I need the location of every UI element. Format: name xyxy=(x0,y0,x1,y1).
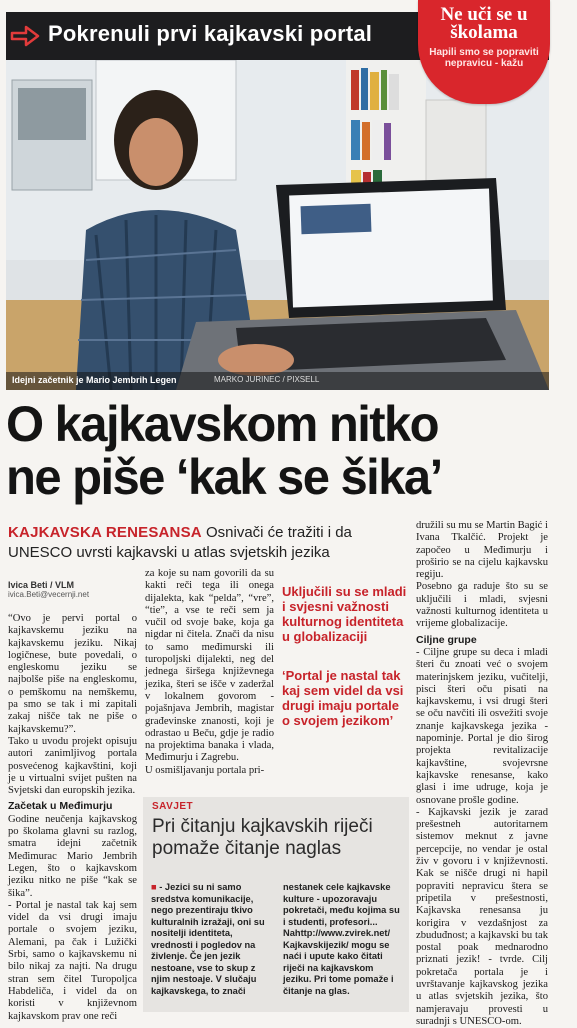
paragraph: - Kajkavski jezik je zarad prešestneh autoritarnem sistemov meknut z javne percepcije, no vendar je ostal živ v govoru i v književnosti. Kak se nišče drugi ni hapil popraviti nepravicu štera se pripetila v prešestnosti, Kajkavska renesansa ju korigira v vezdašnjost za zbuduđnost; a kajkavski bu tak postal poak mednarodno priznati jezik! - tvrde. Cilj pokretača portala je i uvrštavanje kajkavskog jezika u atlas svjetskih jezika, što namjeravaju provesti u suradnji s UNESCO-om. xyxy=(416,806,548,1027)
headline-line-2: ne piše ‘kak se šika’ xyxy=(6,449,442,505)
paragraph: Tako u uvodu projekt opisuju autori zanimljivog portala posvećenog kajkavštini, koji je u virtualni svijet pušten na Svjetski dan europskih jezika. xyxy=(8,735,137,797)
section-title: Pokrenuli prvi kajkavski portal xyxy=(48,21,373,46)
kicker-text: Osnivači će tražiti i da UNESCO uvrsti kajkavski u atlas svjetskih jezika xyxy=(8,524,352,561)
article-photo xyxy=(6,60,549,390)
subheading: Ciljne grupe xyxy=(416,633,477,646)
tip-text: - Jezici su ni samo sredstva komunikacije, nego prezentiraju tkivo kulturalnih izražaji, oni su nositelji identiteta, vrednosti i pogledov na živlenje. Če jen jezik nestoane, vse to skup z njim nestoaje. V slučaju kajkavskega, to znači xyxy=(151,882,265,996)
tip-box xyxy=(143,797,409,1012)
kicker-label: KAJKAVSKA RENESANSA xyxy=(8,524,202,541)
photo-credit: MARKO JURINEC / PIXSELL xyxy=(214,375,320,384)
bullet-icon: ■ xyxy=(151,882,157,892)
badge-text: Hapili smo se popraviti nepravicu - kažu xyxy=(429,47,539,69)
paragraph: - Ciljne grupe su deca i mladi šteri ču znoati već o svojem materinjskem jeziku, vučitelji, pisci šteri oču pisati na kajkavskemu, i vsi drugi šteri se oču navčiti ili osvežiti svoje znanje kajkavskega jezika - napominje. Portal je dio širog projekta revitalizacije kajkavštine, svojevrsne kajkavske renesanse, kako glasi i ime udruge, koja je osnovane prošle godine. xyxy=(416,646,548,806)
tip-column-2: nestanek cele kajkavske kulture - upozoravaju pokretači, među kojima su i studenti, profesori... Nahttp://www.zvirek.net/ Kajkavskijezik/ mogu se naći i upute kako čitati riječi na kajkavskom jeziku. Pri tome pomaže i čitanje na glas. xyxy=(283,882,400,996)
paragraph: Godine neučenja kajkavskog po školama glavni su razlog, smatra idejni začetnik Međimurac Mario Jembrih Legen, što o kajkavskom jeziku nitko ne piše “kak se šika”. xyxy=(8,813,137,899)
paragraph: Posebno ga raduje što su se uključili i mladi, svjesni važnosti kulturnog identiteta u vrijeme globalizacije. xyxy=(416,581,548,630)
photo-caption: Idejni začetnik je Mario Jembrih Legen xyxy=(12,375,177,385)
photo-illustration xyxy=(6,60,549,390)
kicker xyxy=(8,523,408,563)
teaser-badge xyxy=(418,0,550,104)
headline-line-1: O kajkavskom nitko xyxy=(6,396,439,452)
subheading: Začetak u Međimurju xyxy=(8,800,113,813)
article-column-1 xyxy=(8,613,137,1023)
tip-column-1 xyxy=(151,882,275,997)
paragraph: - Portal je nastal tak kaj sem videl da vsi drugi imaju portale o svojem jeziku, Alemani, pa čak i Lužički Srbi, samo o kajkavskemu ni bilo nikaj za najti. Na drugu stran sem čitel Turopoljca Habdeliča, i videl da on koristi v književnom kajkavskom prav one reči xyxy=(8,899,137,1022)
headline xyxy=(6,398,540,504)
paragraph: za koje su nam govorili da su kakti reči tega ili onega dijalekta, kak “pelda”, “vre”, “tie”, a vse te reči sem ja vučil od svoje bake, koja ga nigdar ni čitela. Znači da nisu to samo međimurski ili turopoljski dijalekti, neg del jednega širšega književnega jezika, šteri se išče v zaderžal v lokalnem govorom - pojašnjava Jembrih, magistar građevinske znanosti, koji je odrastao u Beču, gdje je radio na projektima banaka i vlada, Međimurju i Zagrebu. xyxy=(145,568,274,764)
author-email: ivica.Beti@vecernji.net xyxy=(8,590,90,599)
tip-label: SAVJET xyxy=(152,801,194,812)
photo-caption-bar xyxy=(6,372,549,390)
pull-quotes xyxy=(282,584,410,728)
paragraph: družili su mu se Martin Bagić i Ivana Tkalčić. Projekt je započeo u Međimurju i proširio se na cijelu kajkavsku regiju. xyxy=(416,520,548,581)
author-name: Ivica Beti / VLM xyxy=(8,580,75,590)
paragraph: U osmišljavanju portala pri- xyxy=(145,764,265,776)
pull-quote: ‘Portal je nastal tak kaj sem videl da vsi drugi imaju portale o svojem jezikom’ xyxy=(282,668,404,728)
byline xyxy=(8,580,89,600)
article-column-2 xyxy=(145,568,274,777)
badge-title: Ne uči se u školama xyxy=(440,4,528,43)
paragraph: “Ovo je pervi portal o kajkavskemu jeziku na kajkavskemu jeziku. Nikaj logičnese, bute povedali, o engleskomu jeziku se najbolše piše na engleskomu, o pemškomu na nemškemu, pa smo se tak i mi zapitali zakaj nišče tak ne piše o kajkavskemu?”. xyxy=(8,613,137,735)
pull-quote: Uključili su se mladi i svjesni važnosti kulturnog identiteta u globalizaciji xyxy=(282,584,407,644)
arrow-right-icon xyxy=(10,24,40,48)
tip-title: Pri čitanju kajkavskih riječi pomaže čitanje naglas xyxy=(152,816,373,859)
article-column-3 xyxy=(416,520,548,1028)
